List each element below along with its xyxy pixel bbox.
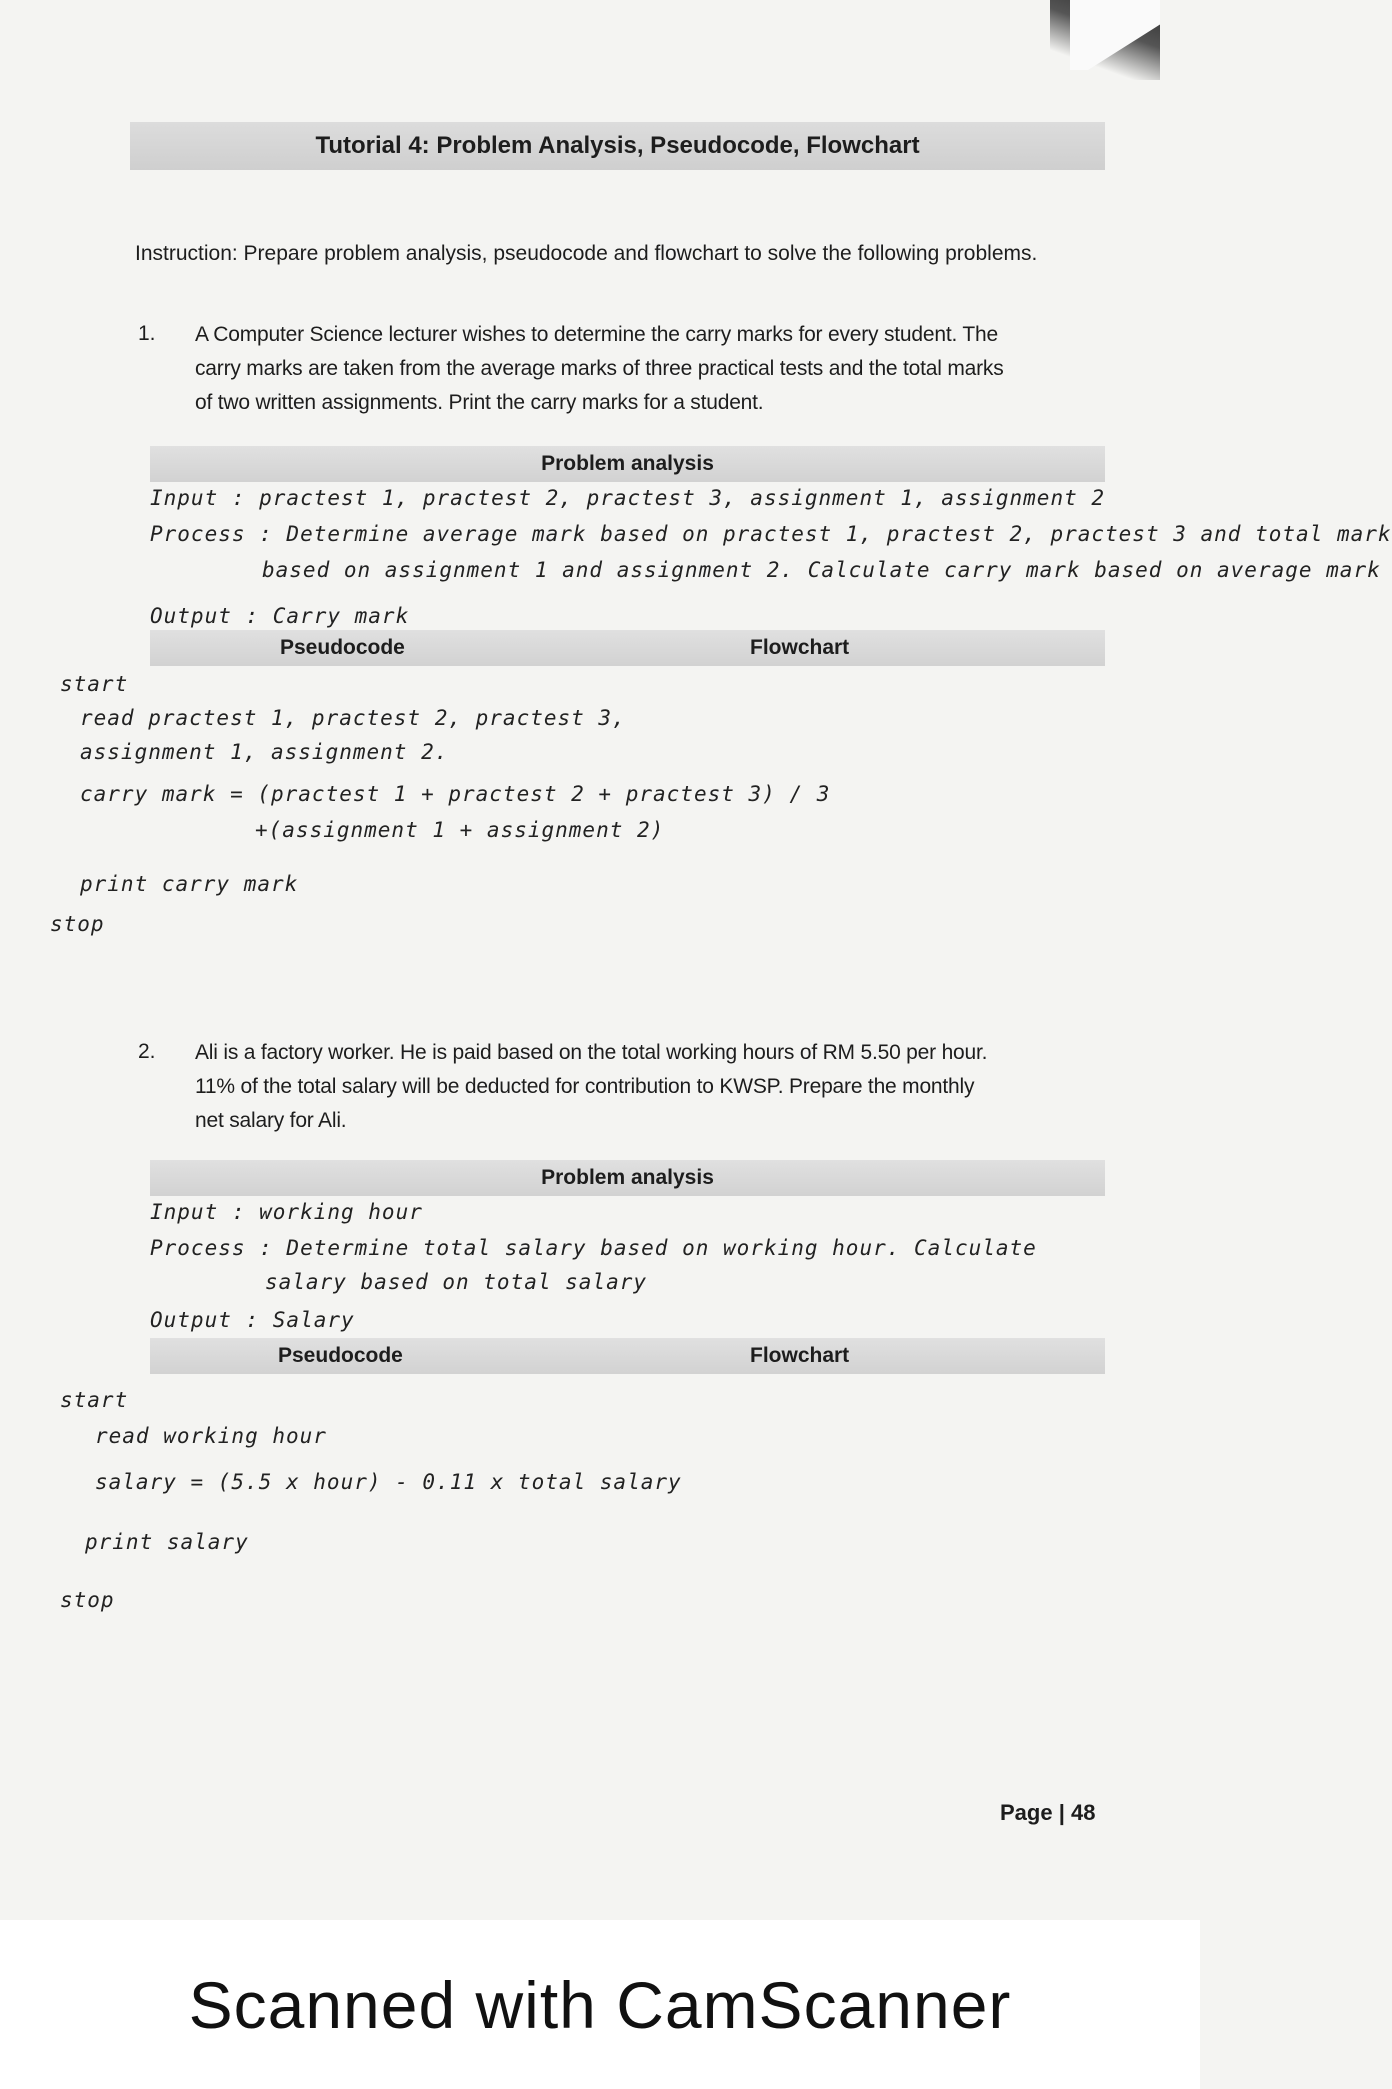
q2-flowchart-title: Flowchart — [750, 1344, 850, 1367]
q1-pseudo-read-2: assignment 1, assignment 2. — [80, 740, 449, 764]
q2-pseudo-read: read working hour — [95, 1424, 327, 1448]
page-number: Page | 48 — [1000, 1800, 1096, 1825]
q1-pseudo-read-1: read practest 1, practest 2, practest 3, — [80, 706, 626, 730]
watermark-text: Scanned with CamScanner — [188, 1967, 1012, 2042]
page-title: Tutorial 4: Problem Analysis, Pseudocode, Flowchart — [315, 132, 920, 159]
q1-input: Input : practest 1, practest 2, practest 3, assignment 1, assignment 2 — [150, 486, 1106, 510]
q1-problem-analysis-title: Problem analysis — [541, 452, 714, 475]
q1-pseudo-print: print carry mark — [80, 872, 299, 896]
question-1-line-1: A Computer Science lecturer wishes to determine the carry marks for every student. The — [195, 323, 998, 346]
camscanner-watermark — [0, 1920, 1200, 2089]
q1-flowchart-title: Flowchart — [750, 636, 850, 659]
q2-pseudo-formula: salary = (5.5 x hour) - 0.11 x total salary — [95, 1470, 682, 1494]
q2-pseudo-print: print salary — [85, 1530, 249, 1554]
q2-output: Output : Salary — [150, 1308, 355, 1332]
q1-pseudo-start: start — [60, 672, 129, 696]
q2-process-line-2: salary based on total salary — [265, 1270, 648, 1294]
q2-pseudo-flow-header — [150, 1338, 1105, 1374]
question-2-number: 2. — [138, 1040, 156, 1063]
q2-problem-analysis-title: Problem analysis — [541, 1166, 714, 1189]
q2-input: Input : working hour — [150, 1200, 423, 1224]
question-1-number: 1. — [138, 322, 156, 345]
q2-pseudocode-title: Pseudocode — [278, 1344, 403, 1367]
q2-problem-analysis-header — [150, 1160, 1105, 1196]
q1-pseudo-formula-2: +(assignment 1 + assignment 2) — [255, 818, 665, 842]
q2-pseudo-stop: stop — [60, 1588, 115, 1612]
q1-pseudo-stop: stop — [50, 912, 105, 936]
q1-pseudo-flow-header — [150, 630, 1105, 666]
q1-problem-analysis-header — [150, 446, 1105, 482]
title-bar — [130, 122, 1105, 170]
question-2-line-2: 11% of the total salary will be deducted for contribution to KWSP. Prepare the monthly — [195, 1075, 975, 1098]
q2-process-line-1: Process : Determine total salary based on working hour. Calculate — [150, 1236, 1037, 1260]
question-2-line-1: Ali is a factory worker. He is paid based on the total working hours of RM 5.50 per hour. — [195, 1041, 988, 1064]
q1-pseudo-formula-1: carry mark = (practest 1 + practest 2 + practest 3) / 3 — [80, 782, 831, 806]
question-1-line-2: carry marks are taken from the average marks of three practical tests and the total marks — [195, 357, 1004, 380]
question-1-line-3: of two written assignments. Print the carry marks for a student. — [195, 391, 764, 414]
q1-process-line-2: based on assignment 1 and assignment 2. Calculate carry mark based on average mark — [262, 558, 1381, 582]
question-2-line-3: net salary for Ali. — [195, 1109, 347, 1132]
q1-output: Output : Carry mark — [150, 604, 410, 628]
q2-pseudo-start: start — [60, 1388, 129, 1412]
q1-pseudocode-title: Pseudocode — [280, 636, 405, 659]
q1-process-line-1: Process : Determine average mark based on practest 1, practest 2, practest 3 and total mark — [150, 522, 1392, 546]
instruction-text: Instruction: Prepare problem analysis, pseudocode and flowchart to solve the following problems. — [135, 242, 1038, 265]
